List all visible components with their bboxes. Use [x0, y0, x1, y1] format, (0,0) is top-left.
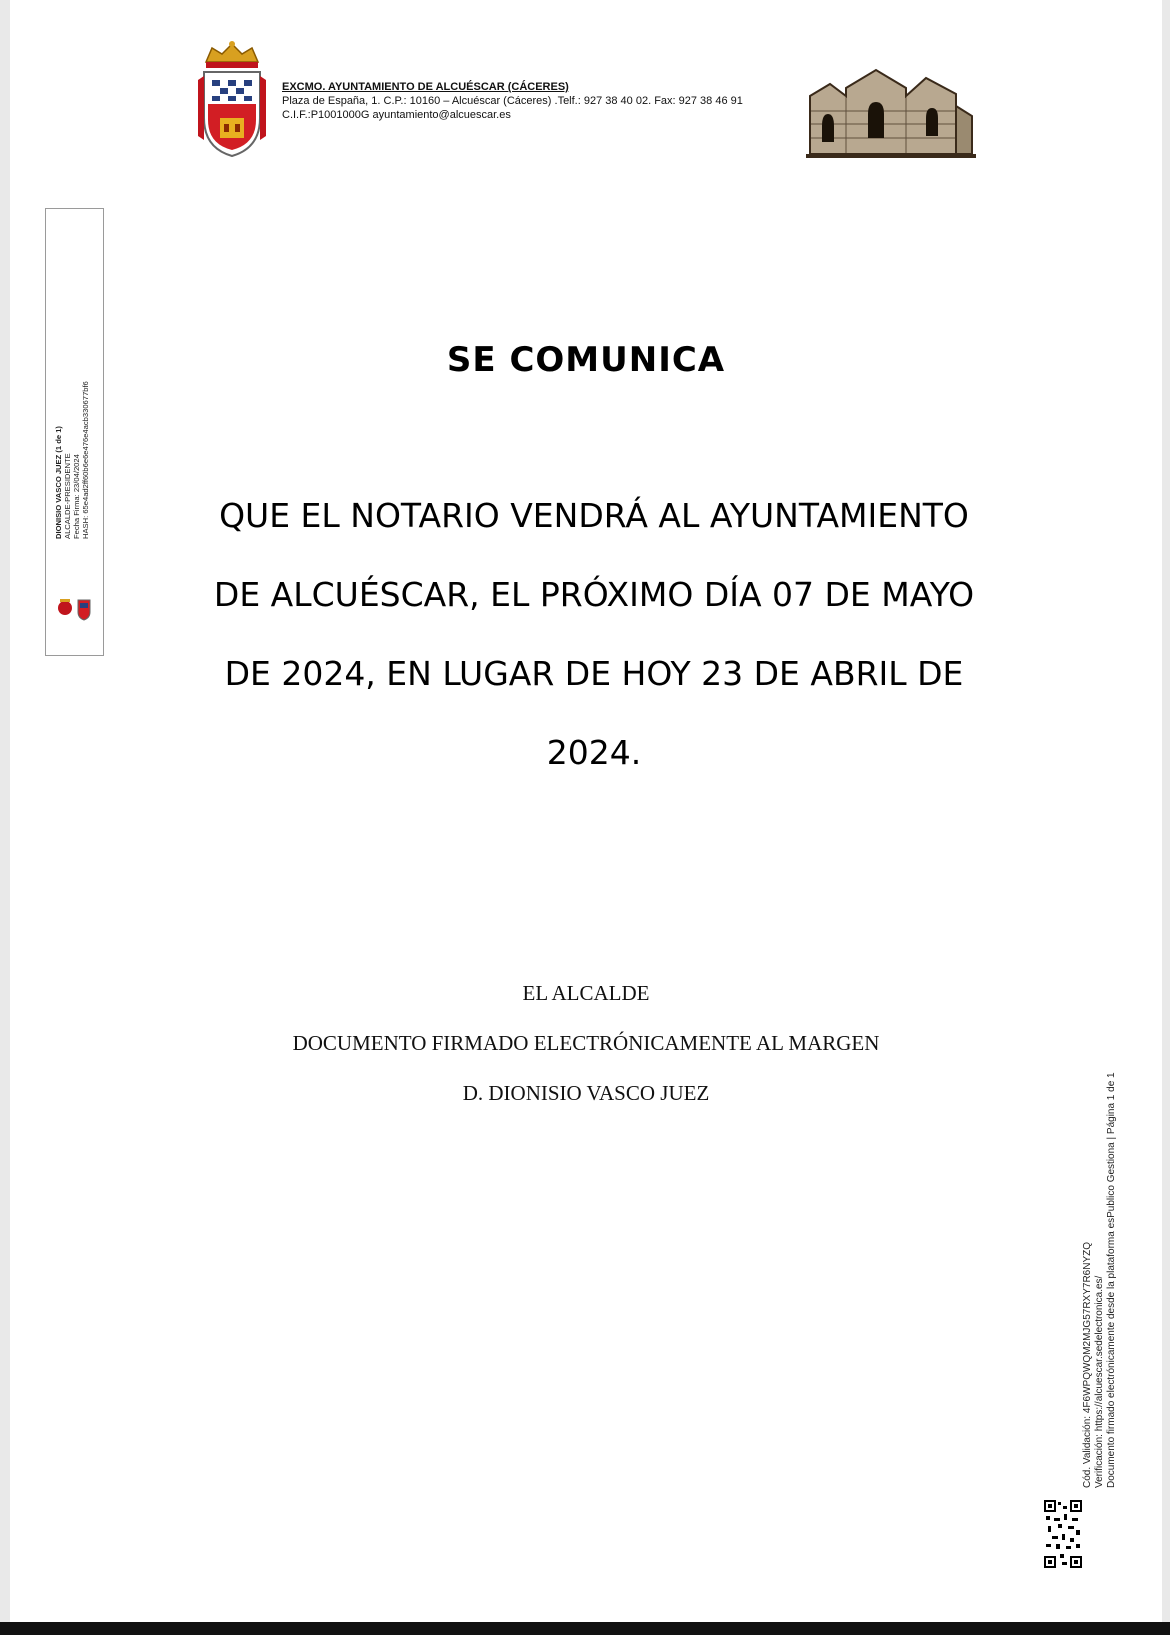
- signature-strip: [45, 208, 104, 656]
- signer-role: ALCALDE-PRESIDENTE: [63, 453, 72, 539]
- letterhead: [282, 80, 743, 122]
- bottom-bar: [0, 1622, 1170, 1635]
- coat-of-arms-icon: [194, 40, 270, 160]
- letterhead-title: EXCMO. AYUNTAMIENTO DE ALCUÉSCAR (CÁCERES): [282, 81, 569, 93]
- notice-line: QUE EL NOTARIO VENDRÁ AL AYUNTAMIENTO: [219, 496, 969, 535]
- signature-note: DOCUMENTO FIRMADO ELECTRÓNICAMENTE AL MARGEN: [292, 1031, 880, 1055]
- qr-code-icon: [1044, 1500, 1082, 1568]
- validation-platform: Documento firmado electrónicamente desde la plataforma esPublico Gestiona | Página 1 de 1: [1106, 1072, 1117, 1488]
- document-page: [10, 0, 1162, 1622]
- page-title: SE COMUNICA: [446, 340, 726, 380]
- church-illustration-icon: [806, 66, 976, 158]
- notice-line: 2024.: [546, 733, 642, 772]
- notice-text: [160, 476, 1028, 792]
- validation-code: Cód. Validación: 4F6WPQWQM2MJG57RXY7R6NYZQ: [1082, 1241, 1093, 1488]
- signer-name: DIONISIO VASCO JUEZ (1 de 1): [54, 426, 63, 539]
- notice-line: DE ALCUÉSCAR, EL PRÓXIMO DÍA 07 DE MAYO: [213, 575, 975, 614]
- signature-date: Fecha Firma: 23/04/2024: [72, 454, 81, 539]
- validation-url: Verificación: https://alcuescar.sedelectronica.es/: [1094, 1275, 1105, 1488]
- letterhead-address: Plaza de España, 1. C.P.: 10160 – Alcuéscar (Cáceres) .Telf.: 927 38 40 02. Fax: 927 38 46 91: [282, 95, 743, 107]
- notice-line: DE 2024, EN LUGAR DE HOY 23 DE ABRIL DE: [224, 654, 964, 693]
- signature-block: [10, 968, 1162, 1118]
- signature-name: D. DIONISIO VASCO JUEZ: [462, 1081, 710, 1105]
- signature-hash: HASH: 65e4ad2ff60b6e6e476e4acb330677bf6: [81, 381, 90, 539]
- validation-info: [1082, 988, 1118, 1488]
- letterhead-cif-email: C.I.F.:P1001000G ayuntamiento@alcuescar.es: [282, 109, 511, 121]
- municipal-seal-icon: [52, 594, 96, 622]
- signature-title: EL ALCALDE: [522, 981, 650, 1005]
